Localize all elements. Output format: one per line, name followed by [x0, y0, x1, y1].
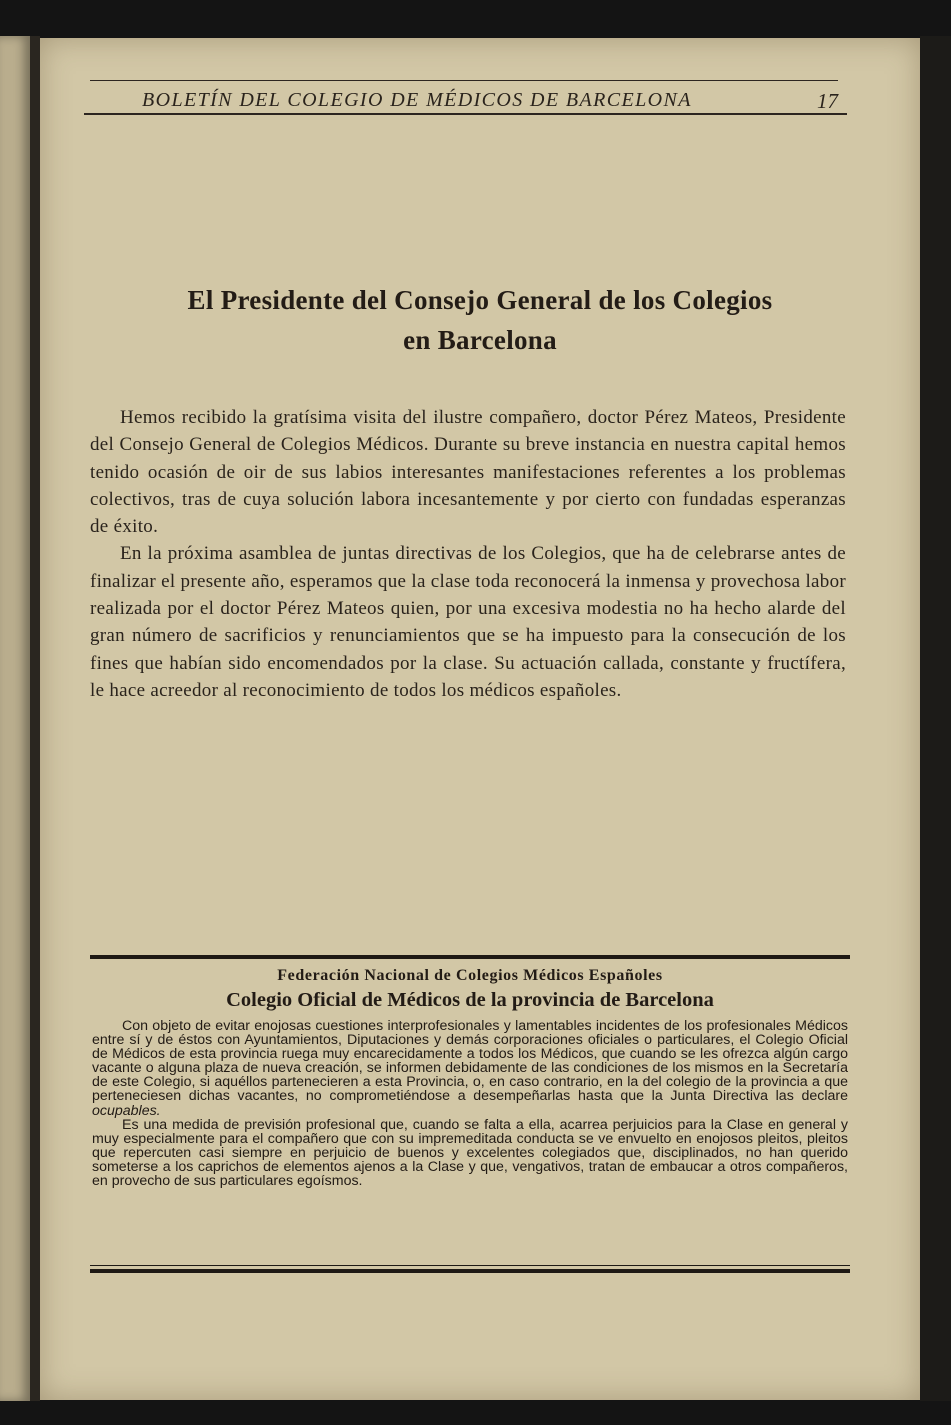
- notice-paragraph-2: Es una medida de previsión profesional que, cuando se falta a ella, acarrea perjuicios para la Clase en general y muy especialmente para el compañero que con su impremeditada conducta se ve envuelto en enojosos pleitos, pleitos que repercuten casi siempre en perjuicio de buenos y excelentes colegiados que, disciplinados, no han querido someterse a los caprichos de elementos ajenos a la Clase y que, vengativos, tratan de embaucar a otros compañeros, en provecho de sus particulares egoísmos.: [92, 1116, 848, 1190]
- article-title-line-2: en Barcelona: [403, 325, 557, 355]
- notice-paragraph-1: [92, 1019, 848, 1118]
- article-paragraph-2: En la próxima asamblea de juntas directivas de los Colegios, que ha de celebrarse antes de finalizar el presente año, esperamos que la clase toda reconocerá la inmensa y provechosa labor realizada por el doctor Pérez Mateos quien, por una excesiva modestia no ha hecho alarde del gran número de sacrificios y renunciamientos que se ha impuesto para la consecución de los fines que habían sido encomendados por la clase. Su actuación callada, constante y fructífera, le hace acreedor al reconocimiento de todos los médicos españoles.: [90, 543, 846, 701]
- notice-body: [92, 1019, 848, 1188]
- notice-rule-bottom-thin: [90, 1265, 850, 1266]
- running-title: BOLETÍN DEL COLEGIO DE MÉDICOS DE BARCELONA: [142, 89, 692, 111]
- article-title: [70, 280, 890, 360]
- notice-paragraph-1-text: Con objeto de evitar enojosas cuestiones interprofesionales y lamentables incidentes de los profesionales Médicos entre sí y de éstos con Ayuntamientos, Diputaciones y demás corporaciones oficiales o particulares, el Colegio Oficial de Médicos de esta provincia ruega muy encarecidamente a todos los Médicos, que cuando se les ofrezca algún cargo vacante o alguna plaza de nueva creación, se informen debidamente de las condiciones de los mismos en la Secretaría de este Colegio, si aquéllos partenecieren a esta Provincia, o, en caso contrario, en la del colegio de la provincia a que perteneciesen dichas vacantes, no comprometiéndose a desempeñarlas hasta que la Junta Directiva las declare: [92, 1018, 848, 1105]
- article-paragraph-1: Hemos recibido la gratísima visita del ilustre compañero, doctor Pérez Mateos, Presidente del Consejo General de Colegios Médicos. Durante su breve instancia en nuestra capital hemos tenido ocasión de oir de sus labios interesantes manifestaciones referentes a los problemas colectivos, tras de cuya solución labora incesantemente y por cierto con fundadas esperanzas de éxito.: [90, 407, 846, 538]
- federation-heading: Federación Nacional de Colegios Médicos Españoles: [277, 967, 663, 984]
- book-cover-edge: [920, 36, 951, 1401]
- article-title-line-1: El Presidente del Consejo General de los Colegios: [187, 285, 773, 315]
- header-rule-top: [90, 80, 838, 81]
- article-body: [90, 404, 846, 704]
- notice-rule-top: [90, 955, 850, 959]
- document-page: [40, 38, 920, 1400]
- book-gutter: [30, 36, 40, 1401]
- previous-page-edge: [0, 36, 30, 1401]
- college-heading: Colegio Oficial de Médicos de la provincia de Barcelona: [226, 989, 714, 1011]
- header-rule-bottom: [84, 113, 847, 115]
- page-number: 17: [817, 89, 838, 113]
- notice-emphasis: ocupables.: [92, 1102, 161, 1119]
- notice-rule-bottom: [90, 1269, 850, 1273]
